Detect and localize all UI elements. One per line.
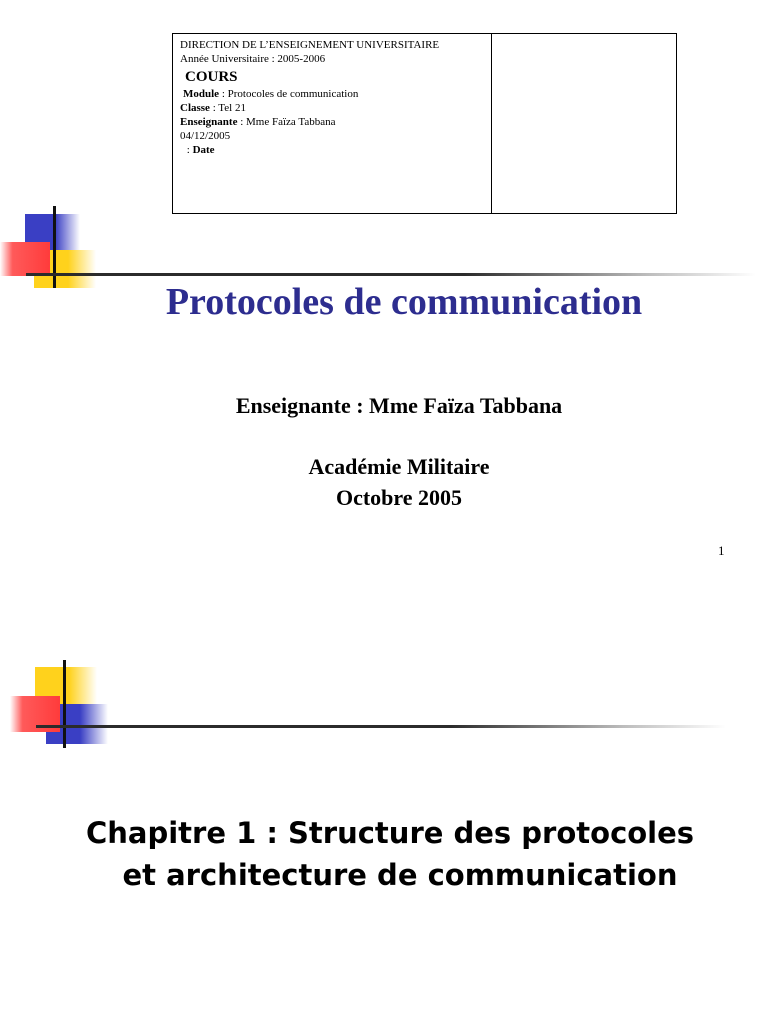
- header-info: [180, 38, 485, 157]
- chapter-title: [40, 812, 740, 896]
- classe-label: Classe: [180, 102, 210, 114]
- slide1-date: Octobre 2005: [335, 485, 463, 510]
- logo-red-square: [0, 242, 50, 276]
- module-value: : Protocoles de communication: [219, 88, 359, 100]
- module-row: [183, 87, 485, 101]
- date-value: 04/12/2005: [180, 130, 231, 142]
- module-label: Module: [183, 88, 220, 100]
- date-row: [184, 143, 485, 157]
- slide2-logo-icon: [8, 660, 118, 750]
- doc-type: COURS: [185, 69, 238, 85]
- logo-vertical-bar: [63, 660, 66, 748]
- date-prefix: :: [184, 144, 193, 156]
- page-number: 1: [718, 543, 725, 558]
- header-divider: [491, 34, 492, 213]
- enseignante-label: Enseignante: [180, 116, 238, 128]
- enseignante-value: : Mme Faïza Tabbana: [237, 116, 336, 128]
- enseignante-row: [180, 115, 485, 129]
- classe-value: : Tel 21: [209, 102, 246, 114]
- academic-year: Année Universitaire : 2005-2006: [180, 53, 326, 65]
- chapter-title-line2: et architecture de communication: [122, 858, 678, 892]
- header-box: [172, 33, 677, 214]
- slide1-institution: Académie Militaire: [308, 454, 490, 479]
- slide1-rule: [26, 273, 756, 276]
- slide1-title: Protocoles de communication: [165, 281, 643, 323]
- institution-name: DIRECTION DE L’ENSEIGNEMENT UNIVERSITAIRE: [180, 39, 440, 51]
- date-label: Date: [192, 144, 215, 156]
- slide1-teacher: Enseignante : Mme Faïza Tabbana: [235, 393, 563, 418]
- classe-row: [180, 101, 485, 115]
- slide2-rule: [36, 725, 726, 728]
- chapter-title-line1: Chapitre 1 : Structure des protocoles: [85, 816, 695, 850]
- slide1-logo-icon: [0, 206, 110, 291]
